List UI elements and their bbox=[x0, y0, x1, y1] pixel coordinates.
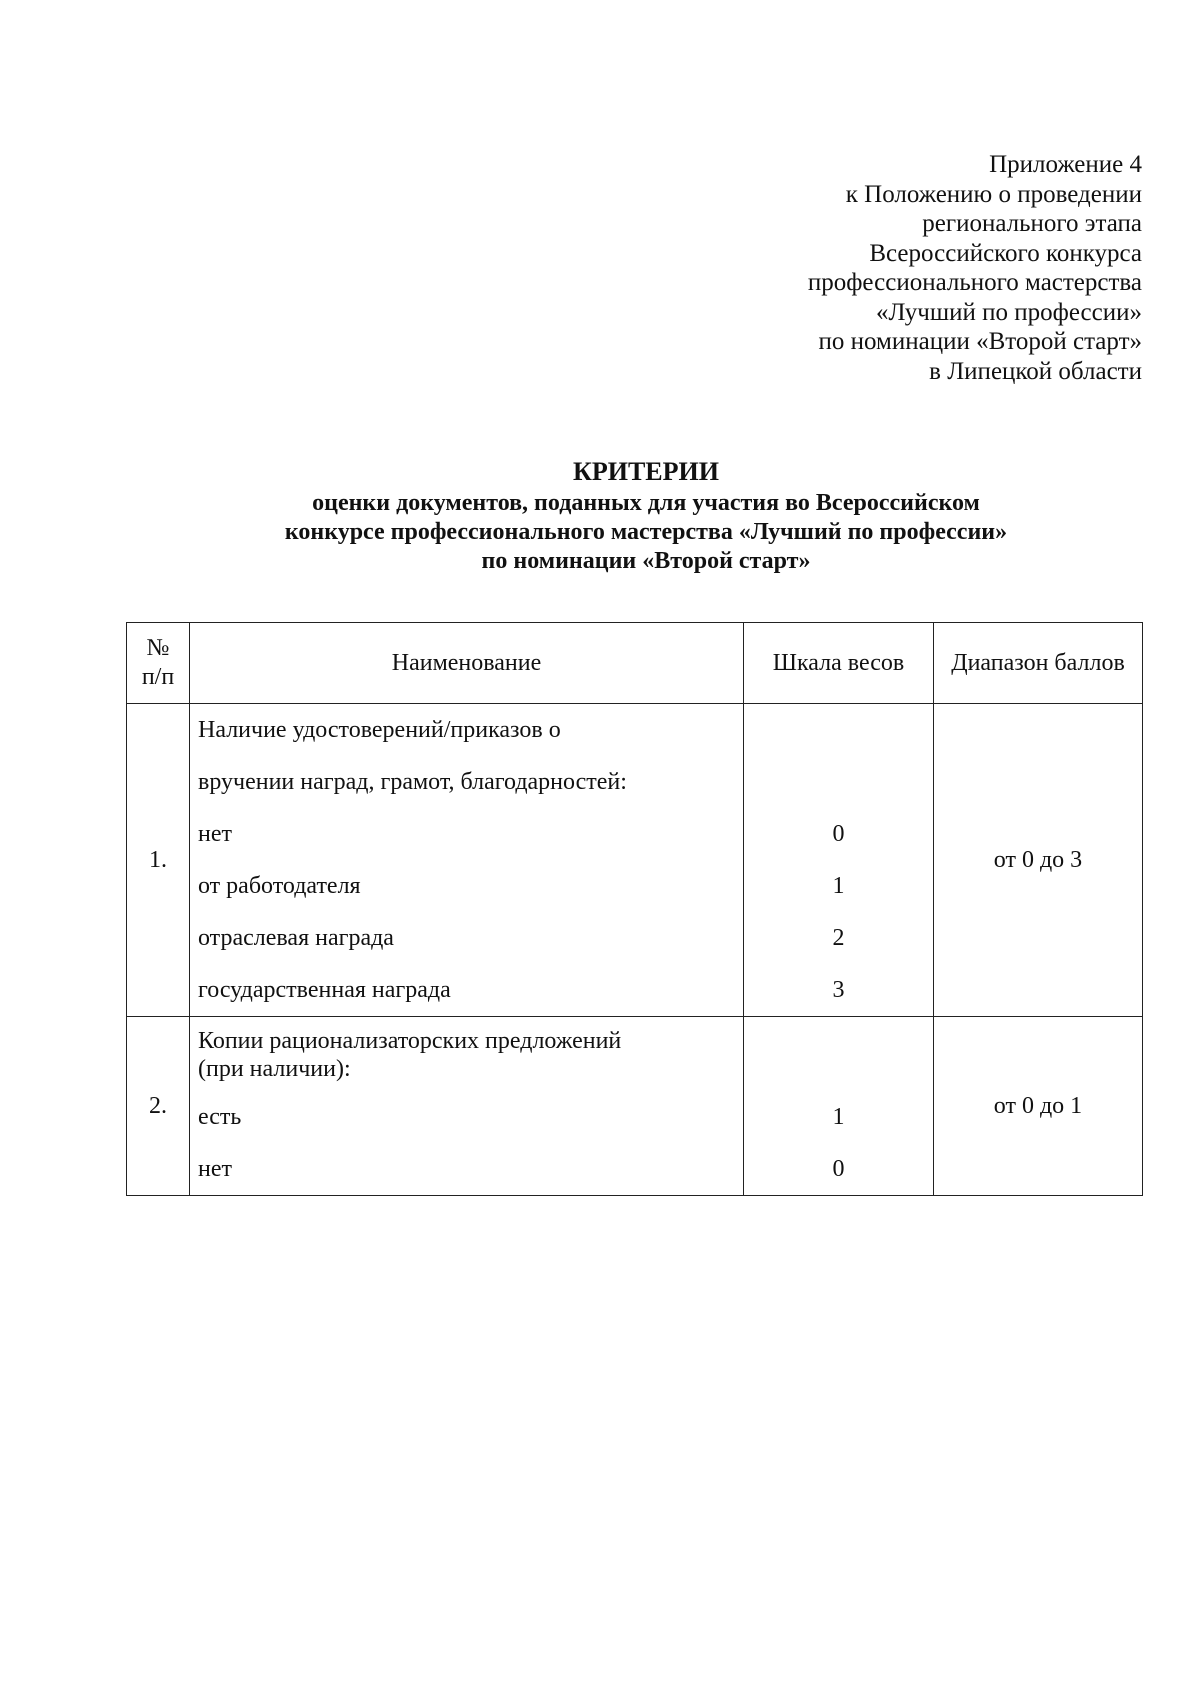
appendix-line: к Положению о проведении bbox=[845, 180, 1142, 208]
option-weight: 3 bbox=[832, 977, 845, 1003]
row-weight-cell bbox=[744, 704, 934, 1017]
row-weight-cell bbox=[744, 1017, 934, 1196]
option-label: нет bbox=[198, 821, 232, 847]
appendix-block bbox=[582, 150, 1142, 386]
criterion-title bbox=[190, 1017, 743, 1091]
option-label: отраслевая награда bbox=[198, 925, 394, 951]
row-number: 1. bbox=[127, 704, 190, 1017]
header-name: Наименование bbox=[190, 623, 744, 704]
weight-spacer bbox=[744, 1017, 933, 1091]
criterion-title-line: вручении наград, грамот, благодарностей: bbox=[198, 769, 627, 795]
criterion-title-line: Копии рационализаторских предложений bbox=[198, 1028, 622, 1054]
appendix-line: «Лучший по профессии» bbox=[875, 298, 1142, 326]
appendix-line: по номинации «Второй старт» bbox=[818, 328, 1142, 355]
table-row bbox=[127, 704, 1143, 1017]
option-label: нет bbox=[198, 1156, 232, 1182]
option-weight: 0 bbox=[832, 1156, 845, 1182]
appendix-line: регионального этапа bbox=[922, 210, 1142, 237]
option-label: от работодателя bbox=[198, 873, 361, 899]
document-heading bbox=[130, 455, 1162, 576]
row-range: от 0 до 3 bbox=[934, 704, 1143, 1017]
header-num bbox=[127, 623, 190, 704]
option-weight: 1 bbox=[832, 873, 845, 899]
row-name-cell bbox=[190, 1017, 744, 1196]
appendix-line: Приложение 4 bbox=[989, 151, 1142, 178]
table-header-row bbox=[127, 623, 1143, 704]
option-label: есть bbox=[198, 1104, 242, 1130]
header-range: Диапазон баллов bbox=[934, 623, 1143, 704]
table-row bbox=[127, 1017, 1143, 1196]
document-subtitle-line: конкурсе профессионального мастерства «Лучший по профессии» bbox=[284, 519, 1008, 545]
appendix-line: профессионального мастерства bbox=[807, 269, 1142, 296]
appendix-line: в Липецкой области bbox=[929, 357, 1142, 385]
appendix-line: Всероссийского конкурса bbox=[869, 239, 1142, 267]
criterion-title-line: Наличие удостоверений/приказов о bbox=[198, 717, 561, 743]
weight-spacer bbox=[744, 704, 933, 756]
document-subtitle-line: оценки документов, поданных для участия во Всероссийском bbox=[312, 490, 980, 516]
header-weight: Шкала весов bbox=[744, 623, 934, 704]
row-range: от 0 до 1 bbox=[934, 1017, 1143, 1196]
document-subtitle-line: по номинации «Второй старт» bbox=[481, 548, 811, 574]
criteria-table bbox=[126, 622, 1143, 1196]
header-num-line1: № bbox=[146, 635, 170, 661]
option-weight: 0 bbox=[832, 821, 845, 847]
row-name-cell bbox=[190, 704, 744, 1017]
header-num-line2: п/п bbox=[141, 664, 175, 690]
option-weight: 1 bbox=[832, 1104, 845, 1130]
option-label: государственная награда bbox=[198, 977, 451, 1003]
criterion-title-line: (при наличии): bbox=[198, 1056, 351, 1082]
weight-spacer bbox=[744, 756, 933, 808]
option-weight: 2 bbox=[832, 925, 845, 951]
document-title: КРИТЕРИИ bbox=[573, 457, 719, 486]
row-number: 2. bbox=[127, 1017, 190, 1196]
